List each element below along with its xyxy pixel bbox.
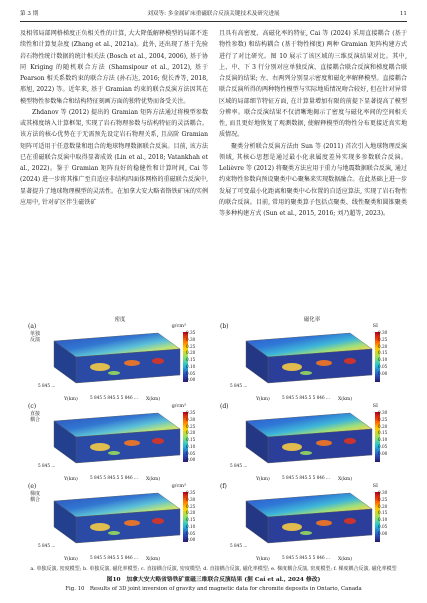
colorbar-unit: g/cm³ <box>171 403 186 409</box>
y-axis-label: Y(km) <box>256 557 270 562</box>
colorbar-tick-label: 0.10 <box>186 443 196 449</box>
y-axis-label: Y(km) <box>256 397 270 402</box>
colorbar-tick-label: 0.25 <box>186 343 196 349</box>
colorbar-tick-label: 0.00 <box>186 377 196 383</box>
colorbar-tick-label: 0.10 <box>186 523 196 529</box>
colorbar-tick-label: 0.15 <box>378 430 388 436</box>
colorbar-unit: SI <box>372 323 378 329</box>
colorbar-tick-label: 0.30 <box>378 490 388 495</box>
colorbar-ticks <box>186 410 198 464</box>
colorbar-ticks <box>378 490 390 544</box>
anomaly-body <box>300 451 312 455</box>
colorbar-tick-label: 0.10 <box>378 437 388 442</box>
issue-number: 第 3 期 <box>20 11 39 17</box>
colorbar-tick-label: 0.10 <box>378 517 388 522</box>
y-axis-ticks: 5 845 ... <box>230 463 248 468</box>
anomaly-body <box>300 371 312 375</box>
left-column <box>20 28 208 208</box>
colorbar-tick-label: 0.20 <box>186 510 196 516</box>
colorbar-ticks <box>378 330 390 384</box>
y-axis-ticks: 5 845 ... <box>230 383 248 388</box>
colorbar-tick-label: 0.05 <box>378 443 388 449</box>
anomaly-body <box>282 363 302 371</box>
anomaly-body <box>124 520 140 526</box>
right-column <box>219 28 407 219</box>
y-axis-label: Y(km) <box>64 557 78 562</box>
colorbar-tick-label: 0.25 <box>378 336 388 342</box>
colorbar-tick-label: 0.25 <box>378 496 388 502</box>
colorbar-tick-label: 0.20 <box>378 343 388 349</box>
figure-legend: a. 单独反演, 密度模型; b. 单独反演, 磁化率模型; c. 直接耦合反演, 密度模型; d. 直接耦合反演, 磁化率模型; e. 梯度耦合反演, 密度模型; f. 梯度耦合反演, 磁化率模型 <box>30 566 397 572</box>
colorbar-tick-label: 0.30 <box>186 416 196 422</box>
anomaly-body <box>124 360 140 366</box>
anomaly-body <box>152 358 164 364</box>
colorbar-ticks <box>186 490 198 544</box>
colorbar-tick-label: 0.35 <box>186 490 196 495</box>
colorbar-tick-label: 0.30 <box>378 410 388 415</box>
anomaly-body <box>152 438 164 444</box>
anomaly-body <box>108 371 120 375</box>
row-label: 梯度耦合 <box>30 491 41 504</box>
figure-panel <box>28 323 198 407</box>
y-axis-label: Y(km) <box>64 397 78 402</box>
x-axis-ticks: 5 845 5 845.5 5 846 ... <box>282 475 330 480</box>
colorbar-unit: g/cm³ <box>171 483 186 489</box>
figure-caption-cn: 图10 加拿大安大略省铬铁矿重磁三维联合反演结果 (据 Cai et al., 2024 修改) <box>106 577 321 583</box>
right-paragraph-2: 聚类分析联合反演方法由 Sun 等 (2011) 首次引入地球物理反演领域, 其核心思想是通过最小化隶属度差异实现多参数联合反演。Lelièvre 等 (2012) 将聚类方法应用于重力与地震数据联合反演, 通过约束物性参数向预设聚类中心聚集来实现数据融合。在此基础上进一步发展了可变最小化距离和聚类中心位置的自适应算法, 实现了岩石物性的联合反演。目前, 常用的聚类算子包括点聚类、线性聚类和圆锥聚类等多种构建方式 (Sun et al., 2015, 2016; 刘乃超等, 2023)。 <box>219 142 407 217</box>
x-axis-label: X(km) <box>338 477 352 482</box>
x-axis-label: X(km) <box>338 557 352 562</box>
colorbar-tick-label: 0.10 <box>378 357 388 362</box>
colorbar-tick-label: 0.20 <box>378 423 388 429</box>
colorbar-tick-label: 0.00 <box>378 370 388 376</box>
x-axis-label: X(km) <box>146 557 160 562</box>
running-title: 刘双等: 多金属矿床重磁联合反演关键技术及研究进展 <box>147 11 280 17</box>
right-paragraph-1: 且具有高密度、高磁化率的特征, Cai 等 (2024) 采用直接耦合 (基于物性参数) 和结构耦合 (基于物性梯度) 两种 Gramian 矩阵构建方式进行了对比研究。图 10 展示了该区域的三维反演结果对比。其中, 上、中、下 3 行分别对应单独反演、直接耦合联合反演和梯度耦合联合反演的结果; 左、右两列分别显示密度和磁化率解释模型。直接耦合联合反演所得的两种物性模型与实际地质情况吻合较好, 但在针对异常区域的局部细节特征方面, 在计算量增加有限的前提下显著提高了模型分辨率。联合反演结果不仅清晰地揭示了密度与磁化率间的空间相关性, 而且更好地恢复了观测数据, 使解释模型的物性分布更接近真实地质情况。 <box>219 30 407 139</box>
panel-label: (a) <box>28 323 37 330</box>
colorbar-tick-label: 0.00 <box>378 450 388 456</box>
anomaly-body <box>108 531 120 535</box>
column-title-susceptibility: 磁化率 <box>303 317 321 323</box>
x-axis-ticks: 5 845 5 845.5 5 846 ... <box>282 555 330 560</box>
anomaly-body <box>282 443 302 451</box>
page-number: 11 <box>399 11 407 17</box>
y-axis-ticks: 5 845 ... <box>38 383 56 388</box>
colorbar-tick-label: 0.15 <box>186 357 196 362</box>
panel-label: (d) <box>220 403 229 410</box>
colorbar-tick-label: 0.25 <box>186 503 196 509</box>
inversion-block-view <box>40 407 190 479</box>
figure-panel <box>28 483 198 567</box>
inversion-block-view <box>232 327 382 399</box>
figure-caption-en: Fig. 10 Results of 3D joint inversion of gravity and magnetic data for chromite deposits in Ontario, Canada <box>65 586 362 592</box>
column-title-density: 密度 <box>114 317 126 323</box>
panel-label: (e) <box>28 483 37 490</box>
colorbar-tick-label: 0.25 <box>186 423 196 429</box>
running-header <box>20 8 407 20</box>
colorbar-tick-label: 0.15 <box>378 510 388 516</box>
figure-10 <box>20 315 407 592</box>
x-axis-label: X(km) <box>146 397 160 402</box>
figure-panel <box>220 403 390 487</box>
colorbar-tick-label: 0.05 <box>378 523 388 529</box>
x-axis-ticks: 5 845 5 845.5 5 846 ... <box>90 475 138 480</box>
figure-panel <box>220 323 390 407</box>
anomaly-body <box>316 360 332 366</box>
panel-label: (b) <box>220 323 229 330</box>
colorbar-tick-label: 0.10 <box>186 363 196 369</box>
panel-label: (c) <box>28 403 37 410</box>
colorbar-ticks <box>378 410 390 464</box>
x-axis-label: X(km) <box>146 477 160 482</box>
colorbar-tick-label: 0.30 <box>186 336 196 342</box>
anomaly-body <box>344 438 356 444</box>
colorbar-tick-label: 0.05 <box>186 370 196 376</box>
colorbar-unit: SI <box>372 483 378 489</box>
colorbar-tick-label: 0.35 <box>186 330 196 335</box>
left-paragraph-2: Zhdanov 等 (2012) 提出的 Gramian 矩阵方法通过将模型参数或其梯度纳入计算框架, 实现了岩石物理参数与结构特征的灵活耦合。该方法的核心优势在于无需预先设定岩石物理关系, 且高阶 Gramian 矩阵可适用于任意数量和组合的地球物理数据联合反演。目前, 该方法已在重磁联合反演中取得显著成效 (Lin et al., 2018; Vatankhah et al., 2022)。鉴于 Gramian 矩阵良好的稳健性和计算时间, Cai 等 (2024) 进一步将其推广至自适应非结构四面体网格的重磁联合反演中, 显著提升了地球物理模型的灵活性。在加拿大安大略省铬铁矿床的实例应用中, 针对矿区伴生磁铁矿 <box>20 108 208 206</box>
colorbar-tick-label: 0.20 <box>378 503 388 509</box>
anomaly-body <box>316 520 332 526</box>
colorbar-tick-label: 0.05 <box>378 363 388 369</box>
y-axis-label: Y(km) <box>256 477 270 482</box>
inversion-block-view <box>40 327 190 399</box>
colorbar-tick-label: 0.25 <box>378 416 388 422</box>
header-rule <box>20 21 407 22</box>
anomaly-body <box>344 518 356 524</box>
colorbar-tick-label: 0.00 <box>186 457 196 463</box>
colorbar-tick-label: 0.05 <box>186 450 196 456</box>
x-axis-label: X(km) <box>338 397 352 402</box>
x-axis-ticks: 5 845 5 845.5 5 846 ... <box>90 555 138 560</box>
anomaly-body <box>90 443 110 451</box>
colorbar-unit: g/cm³ <box>171 323 186 329</box>
colorbar-tick-label: 0.20 <box>186 350 196 356</box>
colorbar-tick-label: 0.30 <box>378 330 388 335</box>
y-axis-ticks: 5 845 ... <box>38 463 56 468</box>
colorbar-tick-label: 0.05 <box>186 530 196 536</box>
colorbar-tick-label: 0.15 <box>186 517 196 522</box>
row-label: 直接耦合 <box>30 411 41 424</box>
anomaly-body <box>108 451 120 455</box>
colorbar-tick-label: 0.00 <box>378 530 388 536</box>
inversion-block-view <box>40 487 190 559</box>
anomaly-body <box>344 358 356 364</box>
anomaly-body <box>124 440 140 446</box>
y-axis-label: Y(km) <box>64 477 78 482</box>
anomaly-body <box>316 440 332 446</box>
colorbar-tick-label: 0.20 <box>186 430 196 436</box>
figure-panel <box>28 403 198 487</box>
anomaly-body <box>90 523 110 531</box>
panel-label: (f) <box>220 483 227 490</box>
colorbar-tick-label: 0.15 <box>186 437 196 442</box>
y-axis-ticks: 5 845 ... <box>38 543 56 548</box>
inversion-block-view <box>232 487 382 559</box>
anomaly-body <box>282 523 302 531</box>
anomaly-body <box>300 531 312 535</box>
row-label: 单独反演 <box>30 331 41 344</box>
colorbar-tick-label: 0.35 <box>186 410 196 415</box>
inversion-block-view <box>232 407 382 479</box>
left-paragraph-1: 及相邻局部网格梯度正负相关性的计算, 大大降低解释模型的局部不连续性和计算复杂度 (Zhang et al., 2021a)。此外, 还出现了基于先验岩石物性统计数据的统计相关法 (Bosch et al., 2004, 2006), 基于协同 Kriging 的随机联合方法 (Shamsipour et al., 2012), 基于 Pearson 相关系数约束的联合方法 (孙石达, 2016; 倪长香等, 2018, 邢旭, 2022) 等。近年来, 基于 Gramian 约束的联合反演方法因其在模型物性参数集合和结构特征刻画方面的独特优势而备受关注。 <box>20 30 208 105</box>
y-axis-ticks: 5 845 ... <box>230 543 248 548</box>
anomaly-body <box>90 363 110 371</box>
figure-panel <box>220 483 390 567</box>
x-axis-ticks: 5 845 5 845.5 5 846 ... <box>282 395 330 400</box>
colorbar-tick-label: 0.00 <box>186 537 196 543</box>
colorbar-tick-label: 0.30 <box>186 496 196 502</box>
colorbar-tick-label: 0.15 <box>378 350 388 356</box>
anomaly-body <box>152 518 164 524</box>
colorbar-ticks <box>186 330 198 384</box>
x-axis-ticks: 5 845 5 845.5 5 846 ... <box>90 395 138 400</box>
colorbar-unit: SI <box>372 403 378 409</box>
